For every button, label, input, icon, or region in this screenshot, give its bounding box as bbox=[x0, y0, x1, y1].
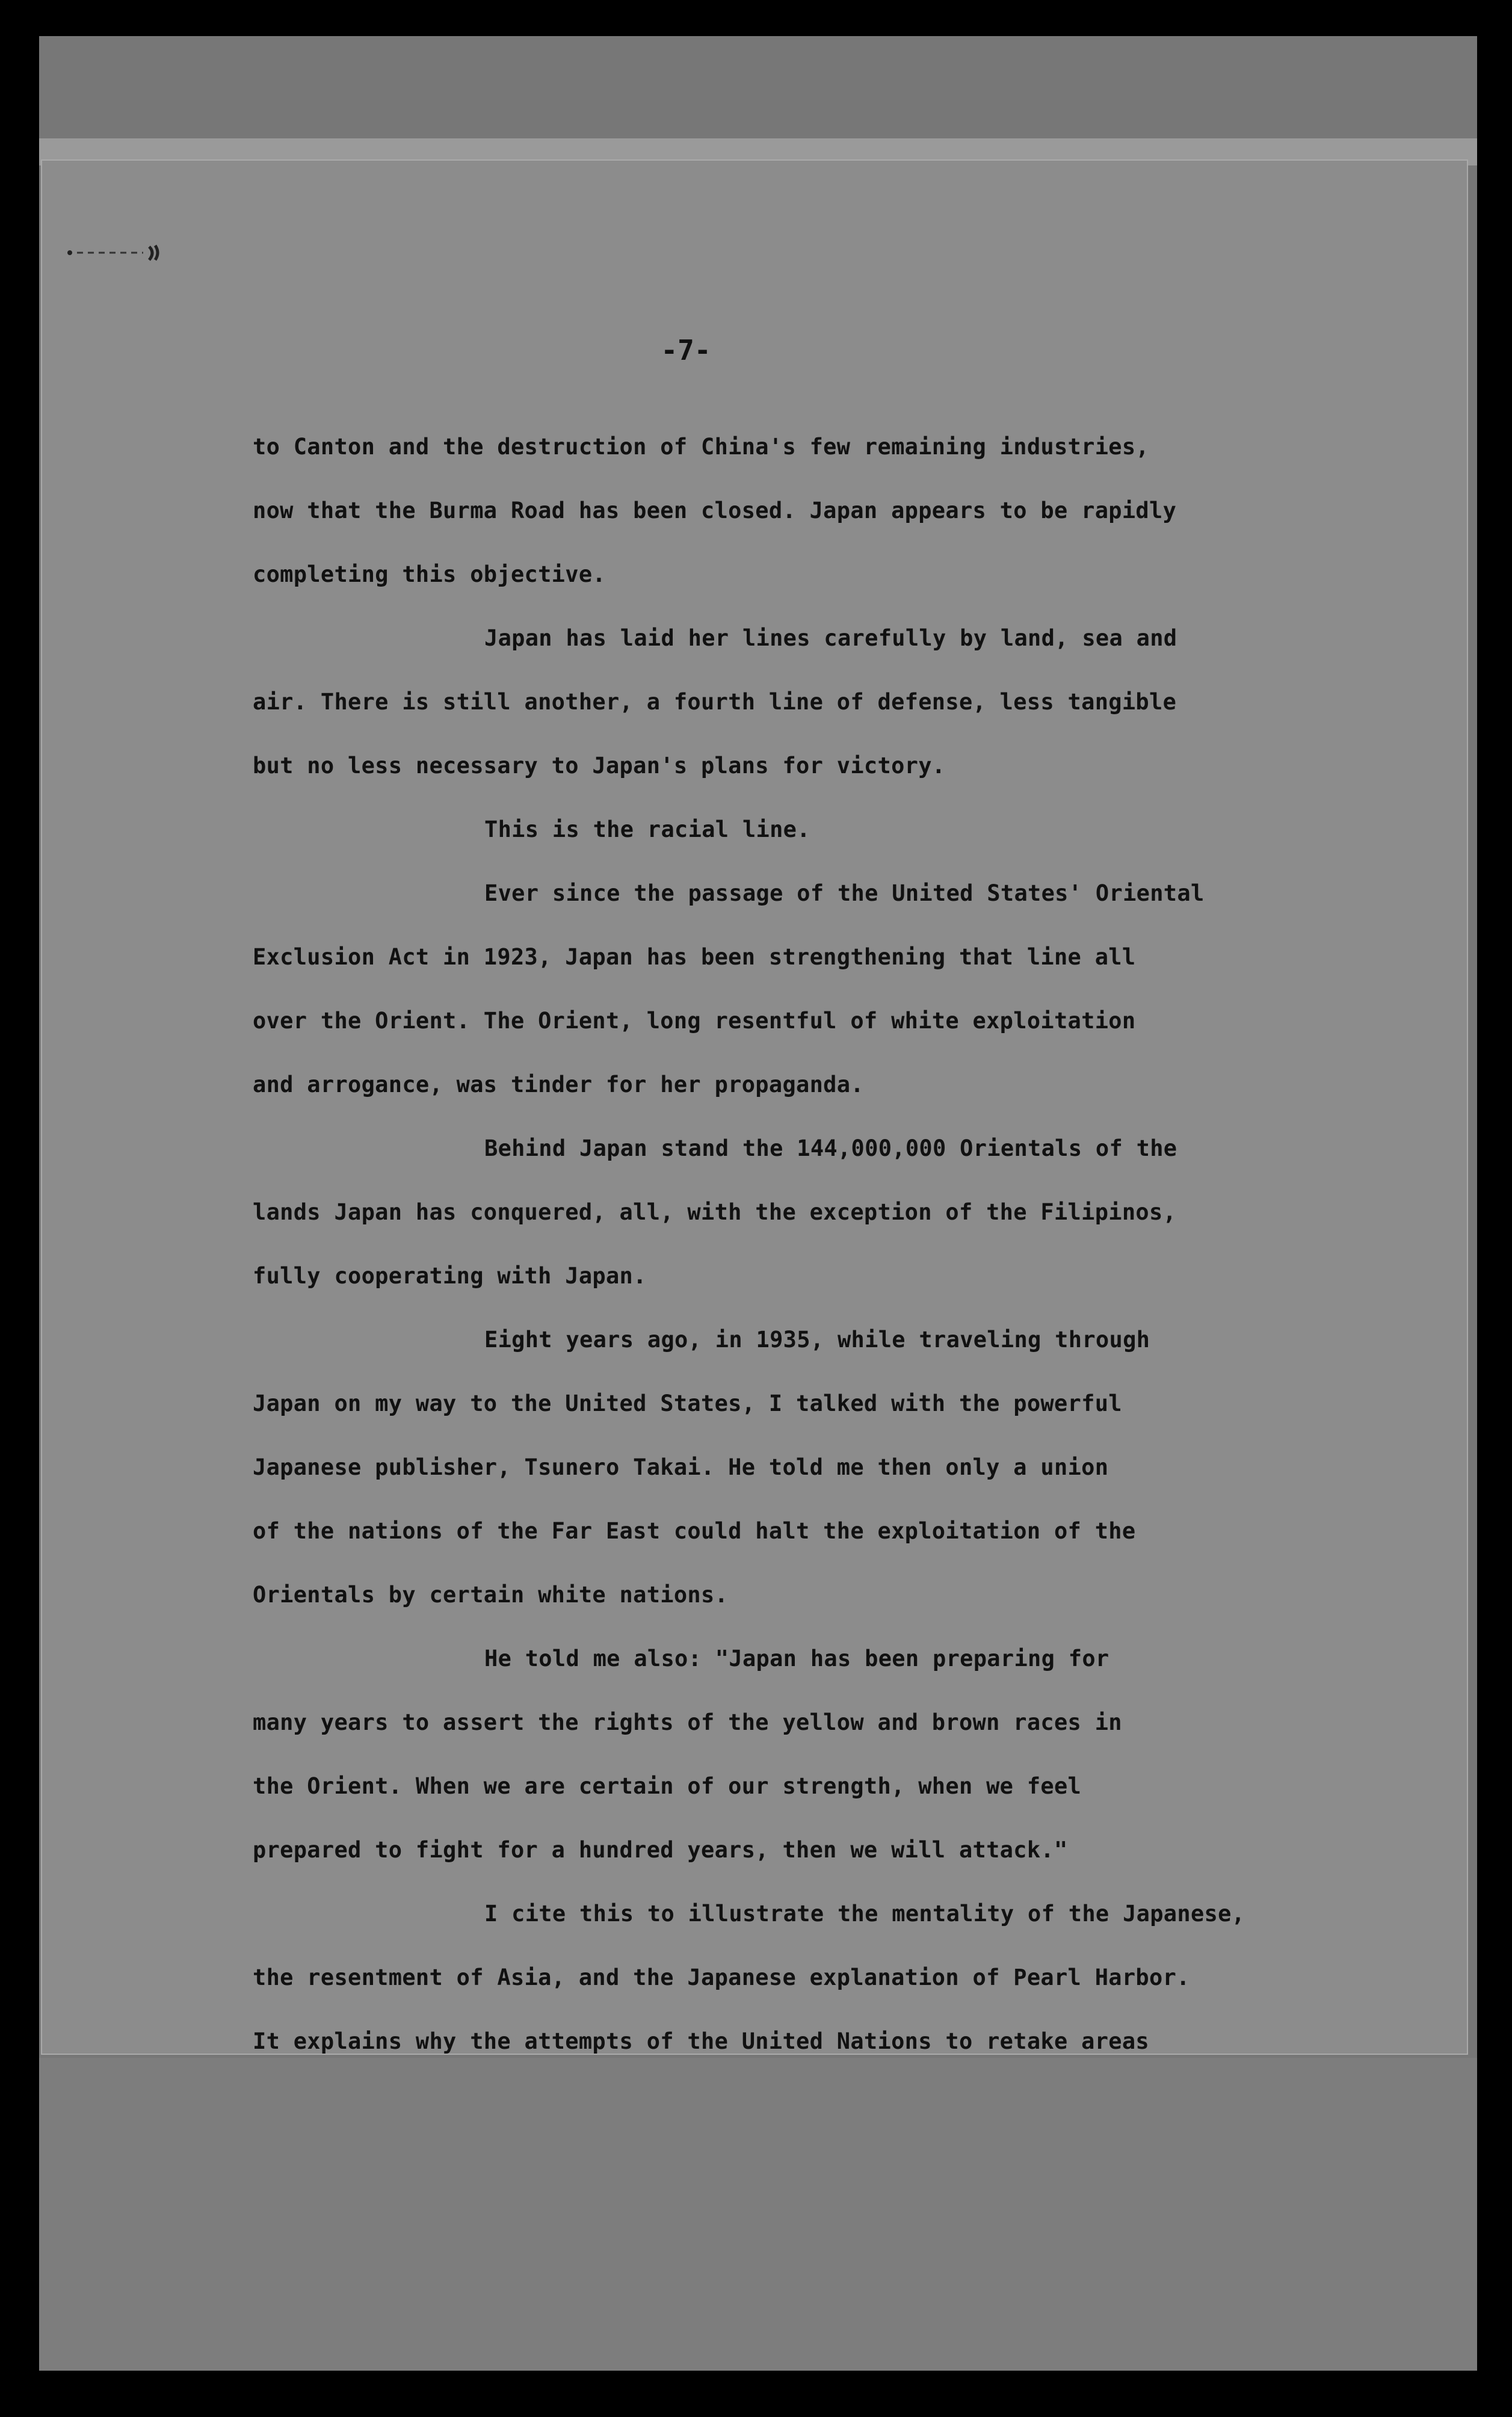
text-line: Behind Japan stand the 144,000,000 Orientals of the bbox=[484, 1135, 1177, 1161]
body-text bbox=[253, 415, 1396, 2073]
text-line: He told me also: "Japan has been preparing for bbox=[484, 1646, 1109, 1672]
text-line: Eight years ago, in 1935, while traveling through bbox=[484, 1327, 1150, 1353]
staple-marks-icon bbox=[65, 241, 167, 265]
text-line: Japanese publisher, Tsunero Takai. He told me then only a union bbox=[253, 1454, 1109, 1480]
text-line: Ever since the passage of the United States' Oriental bbox=[484, 880, 1205, 906]
text-line: It explains why the attempts of the United Nations to retake areas bbox=[253, 2028, 1150, 2054]
text-line: the resentment of Asia, and the Japanese explanation of Pearl Harbor. bbox=[253, 1965, 1190, 1990]
text-line: to Canton and the destruction of China's few remaining industries, bbox=[253, 434, 1150, 460]
text-line: now that the Burma Road has been closed. Japan appears to be rapidly bbox=[253, 498, 1177, 523]
text-line: over the Orient. The Orient, long resentful of white exploitation bbox=[253, 1008, 1136, 1034]
backing-sheet-lower bbox=[39, 2058, 1477, 2371]
text-line: air. There is still another, a fourth line of defense, less tangible bbox=[253, 689, 1177, 715]
text-line: This is the racial line. bbox=[484, 816, 810, 842]
text-line: and arrogance, was tinder for her propaganda. bbox=[253, 1072, 864, 1097]
text-line: Orientals by certain white nations. bbox=[253, 1582, 729, 1608]
text-line: Japan has laid her lines carefully by land, sea and bbox=[484, 625, 1177, 651]
text-line: Exclusion Act in 1923, Japan has been strengthening that line all bbox=[253, 944, 1136, 970]
text-line: but no less necessary to Japan's plans for victory. bbox=[253, 753, 946, 779]
text-line: Japan on my way to the United States, I talked with the powerful bbox=[253, 1391, 1122, 1416]
text-line: of the nations of the Far East could halt the exploitation of the bbox=[253, 1518, 1136, 1544]
text-line: lands Japan has conquered, all, with the exception of the Filipinos, bbox=[253, 1199, 1177, 1225]
text-line: completing this objective. bbox=[253, 561, 606, 587]
text-line: the Orient. When we are certain of our strength, when we feel bbox=[253, 1773, 1082, 1799]
text-line: fully cooperating with Japan. bbox=[253, 1263, 647, 1289]
text-line: prepared to fight for a hundred years, then we will attack." bbox=[253, 1837, 1068, 1863]
text-line: I cite this to illustrate the mentality of the Japanese, bbox=[484, 1901, 1245, 1927]
text-line: many years to assert the rights of the yellow and brown races in bbox=[253, 1709, 1122, 1735]
page-number: -7- bbox=[661, 334, 711, 366]
